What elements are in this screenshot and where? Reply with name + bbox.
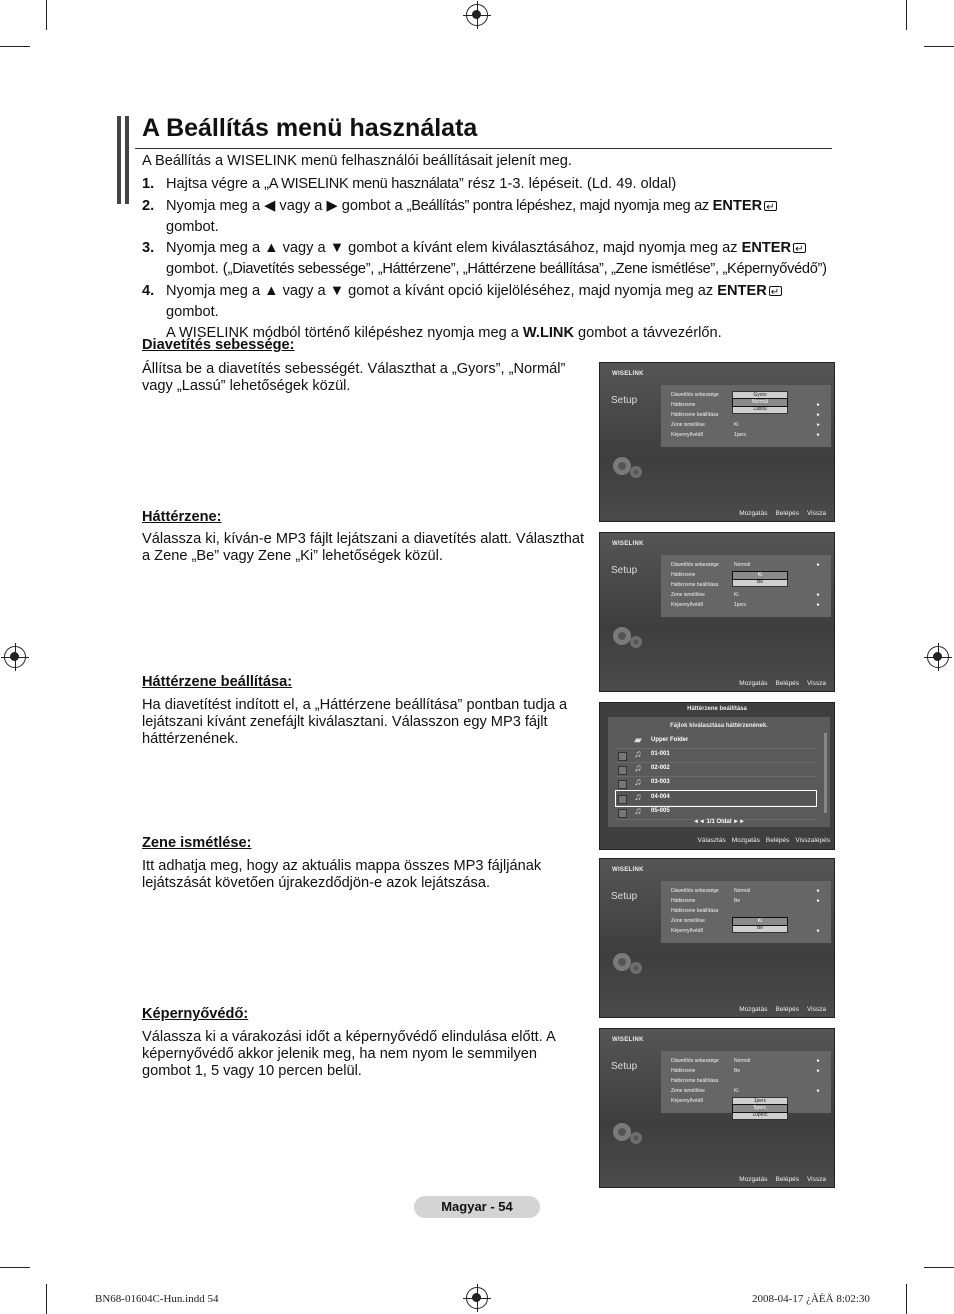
menu-row[interactable] [671,591,821,599]
option-dropdown[interactable] [732,1097,788,1120]
crop-mark [924,1267,954,1268]
enter-key-label: ENTER [717,283,767,299]
tv-footer [600,1006,826,1013]
footer-back: Visszalépés [795,837,830,844]
file-name: Upper Folder [651,737,689,743]
footer-back: Vissza [806,510,826,517]
menu-row[interactable] [671,561,821,569]
step-number: 3. [142,240,155,256]
file-row[interactable] [616,776,816,791]
option-dropdown[interactable] [732,571,788,587]
footer-back: Vissza [806,1006,826,1013]
menu-label: Zene ismétlése [671,422,705,428]
right-arrow-icon: ► [816,888,821,894]
slug-timestamp: 2008-04-17 ¿ÀÈÄ 8:02:30 [752,1293,870,1305]
file-row[interactable] [616,791,816,806]
right-arrow-icon: ► [816,1088,821,1094]
crop-mark [46,0,47,30]
music-note-icon: ♫ [634,792,642,803]
menu-row[interactable] [671,887,821,895]
wiselink-logo: WISELINK [612,1037,644,1043]
menu-label: Háttérzene [671,898,696,904]
menu-label: Diavetítés sebessége [671,562,719,568]
menu-label: Képernyővédő [671,432,704,438]
file-row[interactable] [616,762,816,777]
menu-row[interactable] [671,897,821,905]
step-number: 1. [142,176,155,192]
tv-screen-background-music [599,532,835,692]
option-dropdown[interactable] [732,917,788,933]
crop-mark [906,0,907,30]
checkbox[interactable] [618,809,627,818]
footer-select: Választás [697,837,726,844]
setup-label: Setup [611,891,638,902]
footer-move: Mozgatás [731,837,760,844]
enter-icon [769,286,782,296]
section-title: Zene ismétlése: [142,835,252,851]
menu-label: Háttérzene [671,572,696,578]
menu-label: Diavetítés sebessége [671,392,719,398]
setup-label: Setup [611,1061,638,1072]
menu-value: Normál [734,888,751,894]
page-number-badge: Magyar - 54 [414,1196,540,1218]
menu-label: Háttérzene [671,1068,696,1074]
footer-move: Mozgatás [739,680,768,687]
right-arrow-icon: ► [816,1058,821,1064]
crop-mark [46,1284,47,1314]
tv-footer [600,510,826,517]
file-row[interactable] [616,805,816,820]
section-text: Ha diavetítést indított el, a „Háttérzene beállítása” pontban tudja a lejátszani kívánt zenefájlt kiválasztani. Válasszon egy MP3 fájlt háttérzenének. [142,697,568,747]
checkbox[interactable] [618,780,627,789]
registration-mark-icon [4,646,26,668]
screen-title: Háttérzene beállítása [687,706,747,712]
folder-icon: ▰ [634,735,642,746]
checkbox[interactable] [618,752,627,761]
file-name: 04-004 [651,794,670,800]
tv-screen-slideshow-speed [599,362,835,522]
music-note-icon: ♫ [634,777,642,788]
menu-value: Ki [734,422,739,428]
section-title: Háttérzene beállítása: [142,674,293,690]
music-note-icon: ♫ [634,763,642,774]
right-arrow-icon: ► [816,928,821,934]
setup-label: Setup [611,395,638,406]
tv-screen-music-repeat [599,858,835,1018]
menu-row[interactable] [671,431,821,439]
title-rule [135,148,832,149]
option-dropdown[interactable] [732,391,788,414]
menu-value: Be [734,1068,741,1074]
menu-value: Ki [734,1088,739,1094]
footer-enter: Belépés [775,1176,799,1183]
dropdown-option[interactable]: Be [756,579,764,585]
step-text: A WISELINK módból történő kilépéshez nyomja meg a [166,325,523,341]
step-highlight: „A WISELINK menü használata [264,176,459,192]
menu-row[interactable] [671,1077,821,1085]
footer-enter: Belépés [775,1006,799,1013]
pager[interactable]: ◄◄ 1/1 Oldal ►► [692,819,746,825]
footer-move: Mozgatás [739,1176,768,1183]
enter-key-label: ENTER [712,198,763,214]
heading-bar [125,116,129,204]
dropdown-option[interactable]: Lassú [753,406,767,412]
menu-label: Zene ismétlése [671,592,705,598]
file-panel [608,717,830,827]
settings-panel [661,881,831,943]
section-text: Válassza ki a várakozási időt a képernyővédő elindulása előtt. A képernyővédő akkor jelenik meg, ha nem nyom le semmilyen gombot 1, 5 vagy 10 percen belül. [142,1029,555,1079]
dropdown-option[interactable]: Normál [733,399,787,406]
registration-mark-icon [466,4,488,26]
file-name: 05-005 [651,808,670,814]
menu-label: Diavetítés sebessége [671,888,719,894]
screen-subtitle: Fájlok kiválasztása háttérzenének. [670,723,768,729]
wiselink-logo: WISELINK [612,541,644,547]
menu-label: Képernyővédő [671,602,704,608]
file-name: 03-003 [651,779,670,785]
menu-value: Normál [734,562,751,568]
menu-label: Háttérzene beállítása [671,1078,719,1084]
registration-mark-icon [927,646,949,668]
footer-back: Vissza [806,680,826,687]
settings-panel [661,1051,831,1118]
tv-footer [600,1176,826,1183]
footer-enter: Belépés [775,680,799,687]
step-text: gombot a távvezérlőn. [574,325,722,341]
footer-move: Mozgatás [739,1006,768,1013]
crop-mark [0,46,30,47]
right-arrow-icon: ► [816,402,821,408]
section-text: Állítsa be a diavetítés sebességét. Választhat a „Gyors”, „Normál” vagy „Lassú” lehetőségek közül. [142,361,566,394]
menu-row[interactable] [671,601,821,609]
menu-label: Háttérzene [671,402,696,408]
right-arrow-icon: ► [816,432,821,438]
step-number: 4. [142,283,155,299]
footer-enter: Belépés [765,837,790,844]
menu-label: Képernyővédő [671,928,704,934]
menu-row[interactable] [671,421,821,429]
step-text: Hajtsa végre a [166,176,265,192]
dropdown-option[interactable]: Gyors [753,392,767,398]
wiselink-logo: WISELINK [612,867,644,873]
slug-filename: BN68-01604C-Hun.indd 54 [95,1293,219,1305]
music-note-icon: ♫ [634,806,642,817]
setup-label: Setup [611,565,638,576]
right-arrow-icon: ► [816,602,821,608]
dropdown-option[interactable]: Be [756,925,764,931]
page-title: A Beállítás menü használata [142,114,478,142]
step-text: gombot. [166,219,219,235]
step-text: Nyomja meg a ◀ vagy a ▶ gombot a [166,198,407,214]
dropdown-option[interactable]: Ki [733,918,787,925]
crop-mark [924,46,954,47]
intro-text: A Beállítás a WISELINK menü felhasználói beállításait jelenít meg. [142,153,572,169]
checkbox[interactable] [618,766,627,775]
gears-icon [608,618,648,658]
checkbox[interactable] [618,795,627,804]
menu-label: Zene ismétlése [671,918,705,924]
menu-value: 1perc [734,602,747,608]
menu-row[interactable] [671,1087,821,1095]
menu-row[interactable] [671,1057,821,1065]
right-arrow-icon: ► [816,422,821,428]
menu-value: Ki [734,592,739,598]
footer-move: Mozgatás [739,510,768,517]
file-row[interactable] [616,734,816,749]
gears-icon [608,448,648,488]
menu-row[interactable] [671,1067,821,1075]
dropdown-option[interactable]: Ki [733,572,787,579]
music-note-icon: ♫ [634,749,642,760]
tv-screen-music-file-select [599,702,835,850]
footer-back: Vissza [806,1176,826,1183]
step-text: Nyomja meg a ▲ vagy a ▼ gombot a kívánt elem kiválasztásához, majd nyomja meg az [166,240,742,256]
menu-label: Háttérzene beállítása [671,412,719,418]
enter-key-label: ENTER [741,240,792,256]
registration-mark-icon [466,1287,488,1309]
heading-bar [117,116,121,204]
menu-label: Zene ismétlése [671,1088,705,1094]
menu-label: Diavetítés sebessége [671,1058,719,1064]
step-number: 2. [142,198,155,214]
settings-panel [661,385,831,447]
menu-label: Háttérzene beállítása [671,908,719,914]
dropdown-option[interactable]: 10perc [752,1112,768,1118]
menu-row[interactable] [671,907,821,915]
section-title: Diavetítés sebessége: [142,337,295,353]
gears-icon [608,1114,648,1154]
step-highlight: „Diavetítés sebessége”, „Háttérzene”, „Háttérzene beállítása”, „Zene ismétlése”, „Képernyővédő”) [227,261,827,277]
footer-enter: Belépés [775,510,799,517]
right-arrow-icon: ► [816,412,821,418]
settings-panel [661,555,831,617]
section-text: Válassza ki, kíván-e MP3 fájlt lejátszani a diavetítés alatt. Választhat a Zene „Be” vagy Zene „Ki” lehetőségek közül. [142,531,585,564]
dropdown-option[interactable]: 1perc [753,1098,767,1104]
section-text: Itt adhatja meg, hogy az aktuális mappa összes MP3 fájljának lejátszását követően újrakezdődjön-e azok lejátszása. [142,858,542,891]
crop-mark [906,1284,907,1314]
scrollbar[interactable] [824,733,827,813]
wlink-key-label: W.LINK [522,325,574,341]
right-arrow-icon: ► [816,562,821,568]
section-title: Háttérzene: [142,509,222,525]
right-arrow-icon: ► [816,592,821,598]
tv-screen-screensaver [599,1028,835,1188]
tv-footer [600,680,826,687]
step-highlight: „Beállítás” pontra lépéshez, majd nyomja meg az [406,198,713,214]
section-title: Képernyővédő: [142,1006,249,1022]
enter-icon [764,201,777,211]
menu-label: Képernyővédő [671,1098,704,1104]
menu-value: Normál [734,1058,751,1064]
file-name: 02-002 [651,765,670,771]
gears-icon [608,944,648,984]
step-text: Nyomja meg a ▲ vagy a ▼ gomot a kívánt opció kijelöléséhez, majd nyomja meg az [166,283,718,299]
file-name: 01-001 [651,751,670,757]
step-text: ” rész 1-3. lépéseit. (Ld. 49. oldal) [458,176,677,192]
crop-mark [0,1267,30,1268]
enter-icon [793,243,806,253]
file-row[interactable] [616,748,816,763]
tv-footer [692,837,830,844]
right-arrow-icon: ► [816,1068,821,1074]
step-text: gombot. ( [166,261,228,277]
wiselink-logo: WISELINK [612,371,644,377]
menu-value: Be [734,898,741,904]
dropdown-option[interactable]: 5perc [733,1105,787,1112]
menu-value: 1perc [734,432,747,438]
menu-label: Háttérzene beállítása [671,582,719,588]
step-text: gombot. [166,304,219,320]
right-arrow-icon: ► [816,898,821,904]
